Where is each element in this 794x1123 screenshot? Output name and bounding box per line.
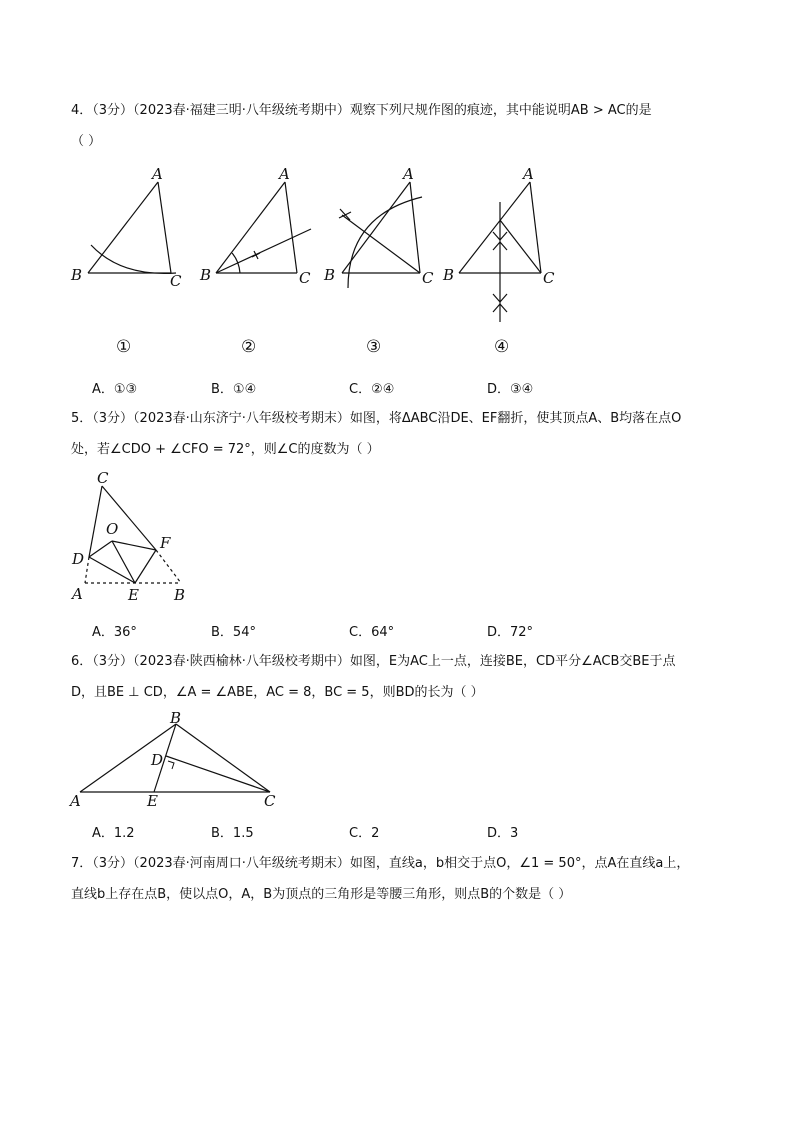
q6-label-d: D <box>151 751 164 769</box>
q6-option-a[interactable]: A．1.2 <box>92 826 135 841</box>
q4-figure-label-3: ③ <box>366 337 382 357</box>
fig1-label-b: B <box>71 266 83 284</box>
q4-figure-2 <box>196 160 326 290</box>
fig1-side-ac <box>158 182 171 273</box>
q4-stem-line2: （ ） <box>71 134 102 149</box>
q5-dashed-fb <box>156 550 181 583</box>
q5-fold-do <box>89 541 112 557</box>
q5-label-c: C <box>97 469 109 487</box>
fig3-side-ab <box>342 182 410 273</box>
fig3-side-ac <box>410 182 420 273</box>
q6-label-e: E <box>147 792 158 810</box>
fig2-tick2 <box>252 253 260 257</box>
fig3-label-a: A <box>403 165 414 183</box>
fig2-bisector <box>216 229 311 273</box>
q6-label-a: A <box>70 792 81 810</box>
q7-stem-line1: 7．（3分）（2023春·河南周口·八年级统考期末）如图，直线a，b相交于点O，∠1 = 50°，点A在直线a上， <box>71 856 690 871</box>
q6-stem-line1: 6．（3分）（2023春·陕西榆林·八年级校考期中）如图，E为AC上一点，连接BE，CD平分∠ACB交BE于点 <box>71 654 676 669</box>
q6-figure <box>70 710 290 815</box>
fig4-label-a: A <box>523 165 534 183</box>
q5-label-d: D <box>72 550 85 568</box>
fig3-arc <box>348 197 422 288</box>
q4-option-b[interactable]: B．①④ <box>211 382 257 397</box>
q5-option-b[interactable]: B．54° <box>211 625 256 640</box>
q7-stem-line2: 直线b上存在点B，使以点O，A，B为顶点的三角形是等腰三角形，则点B的个数是（ ） <box>71 887 572 902</box>
q5-side-cf <box>102 486 156 550</box>
q4-stem-line1: 4．（3分）（2023春·福建三明·八年级统考期中）观察下列尺规作图的痕迹，其中能说明AB > AC的是 <box>71 103 652 118</box>
q6-segment-cd <box>166 756 270 792</box>
q4-option-a[interactable]: A．①③ <box>92 382 138 397</box>
fig3-label-b: B <box>324 266 336 284</box>
q5-label-o: O <box>106 520 119 538</box>
q5-option-c[interactable]: C．64° <box>349 625 395 640</box>
q6-stem-line2: D，且BE ⊥ CD，∠A = ∠ABE，AC = 8，BC = 5，则BD的长为（ ） <box>71 685 484 700</box>
q5-stem-line1: 5．（3分）（2023春·山东济宁·八年级校考期末）如图，将ΔABC沿DE、EF翻折，使其顶点A、B均落在点O <box>71 411 682 426</box>
fig1-side-ab <box>88 182 158 273</box>
fig4-side-ab <box>459 182 530 273</box>
fig3-perp-line <box>342 215 420 273</box>
q4-figure-label-1: ① <box>116 337 132 357</box>
fig4-label-c: C <box>543 269 555 287</box>
q5-crease-ef <box>135 550 156 583</box>
q4-option-d[interactable]: D．③④ <box>487 382 534 397</box>
q4-option-c[interactable]: C．②④ <box>349 382 395 397</box>
fig4-label-b: B <box>443 266 455 284</box>
fig2-label-b: B <box>200 266 212 284</box>
q5-label-e: E <box>128 586 139 604</box>
fig2-side-ac <box>285 182 297 273</box>
fig1-label-a: A <box>152 165 163 183</box>
q5-label-f: F <box>160 534 171 552</box>
q5-side-cd <box>89 486 102 557</box>
q4-figure-label-4: ④ <box>494 337 510 357</box>
q5-option-d[interactable]: D．72° <box>487 625 534 640</box>
q6-option-c[interactable]: C．2 <box>349 826 380 841</box>
q5-option-a[interactable]: A．36° <box>92 625 137 640</box>
q5-label-a: A <box>72 585 83 603</box>
q6-option-b[interactable]: B．1.5 <box>211 826 254 841</box>
fig1-arc <box>91 245 176 273</box>
fig2-label-c: C <box>299 269 311 287</box>
q6-label-c: C <box>264 792 276 810</box>
fig2-label-a: A <box>279 165 290 183</box>
fig2-side-ab <box>216 182 285 273</box>
fig3-label-c: C <box>422 269 434 287</box>
q5-dashed-da <box>85 557 89 583</box>
q5-label-b: B <box>174 586 186 604</box>
fig4-segment <box>500 220 541 273</box>
q6-right-angle-mark <box>168 761 174 769</box>
q5-stem-line2: 处，若∠CDO + ∠CFO = 72°，则∠C的度数为（ ） <box>71 442 380 457</box>
q4-figure-1 <box>66 160 196 290</box>
q6-label-b: B <box>170 709 182 727</box>
q4-figure-3 <box>320 160 450 290</box>
q4-figure-label-2: ② <box>241 337 257 357</box>
q6-option-d[interactable]: D．3 <box>487 826 519 841</box>
q4-figure-4 <box>440 160 570 330</box>
q6-side-bc <box>176 724 270 792</box>
q5-figure <box>68 468 198 608</box>
fig4-side-ac <box>530 182 541 273</box>
fig1-label-c: C <box>170 272 182 290</box>
